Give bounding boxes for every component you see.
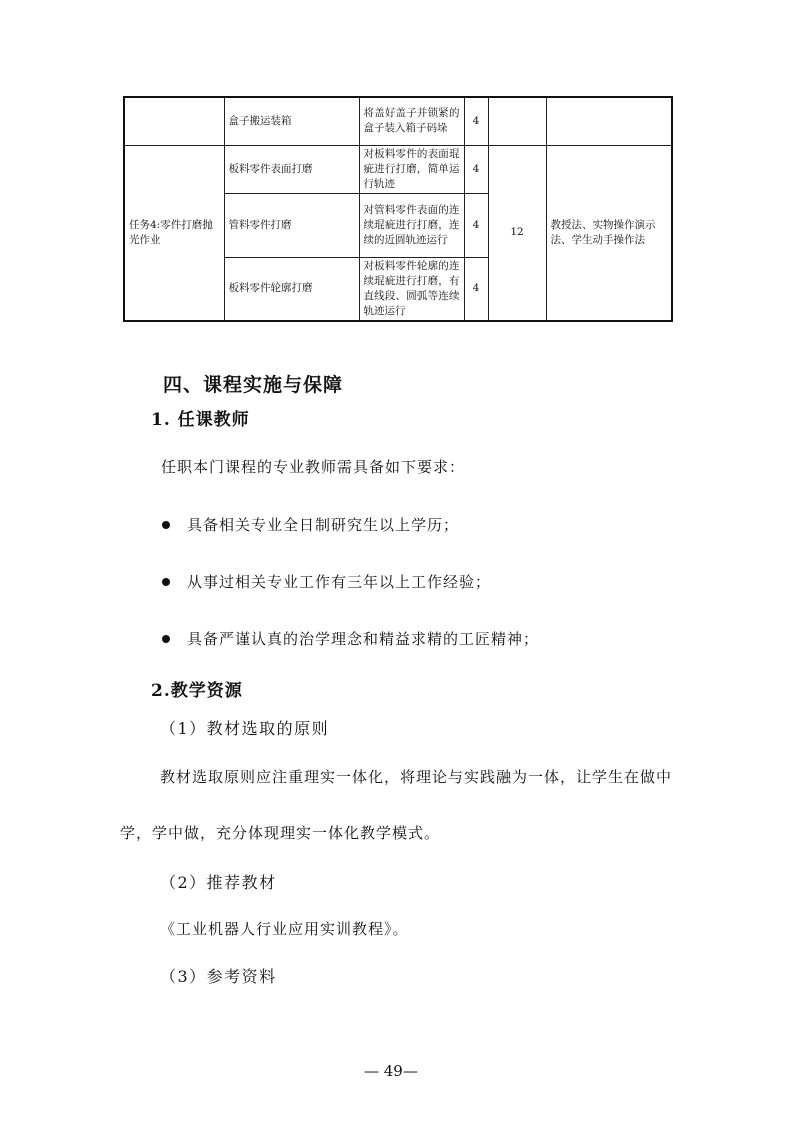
hours-cell: 4 [464, 193, 488, 257]
course-task-table [123, 96, 673, 322]
paragraph-line: 学，学中做，充分体现理实一体化教学模式。 [120, 824, 441, 842]
hours-cell: 4 [464, 145, 488, 193]
table-row [124, 145, 672, 193]
total-hours-cell [488, 97, 546, 145]
bullet-text: 具备严谨认真的治学理念和精益求精的工匠精神； [187, 630, 540, 648]
item-cell: 板料零件表面打磨 [224, 145, 359, 193]
hours-cell: 4 [464, 257, 488, 321]
desc-cell: 将盖好盖子并锁紧的盒子装入箱子码垛 [359, 97, 464, 145]
bullet-icon [162, 521, 170, 529]
page-number: — 49— [364, 1062, 418, 1080]
task-cell [124, 97, 224, 145]
item-heading: （1）教材选取的原则 [160, 719, 330, 738]
paragraph-line: 教材选取原则应注重理实一体化，将理论与实践融为一体，让学生在做中 [160, 768, 673, 786]
desc-cell: 对板料零件轮廓的连续琨疵进行打磨，有直线段、圆弧等连续轨迹运行 [359, 257, 464, 321]
desc-cell: 对管料零件表面的连续琨疵进行打磨，连续的近圆轨迹运行 [359, 193, 464, 257]
desc-cell: 对板料零件的表面琨疵进行打磨，简单运行轨迹 [359, 145, 464, 193]
total-hours-cell: 12 [488, 145, 546, 321]
methods-cell [546, 97, 672, 145]
item-cell: 盒子搬运装箱 [224, 97, 359, 145]
list-item [162, 514, 459, 535]
task-name-cell: 任务4:零件打磨抛光作业 [124, 145, 224, 321]
teacher-intro: 任职本门课程的专业教师需具备如下要求： [161, 458, 466, 476]
textbook-title: 《工业机器人行业应用实训教程》。 [160, 920, 409, 938]
item-heading: （2）推荐教材 [160, 873, 277, 892]
item-heading: （3）参考资料 [160, 967, 277, 986]
bullet-text: 从事过相关专业工作有三年以上工作经验； [187, 573, 492, 591]
hours-cell: 4 [464, 97, 488, 145]
bullet-text: 具备相关专业全日制研究生以上学历； [187, 516, 460, 534]
item-cell: 板料零件轮廓打磨 [224, 257, 359, 321]
table-row [124, 97, 672, 145]
subsection-heading-resources: 2.教学资源 [151, 681, 243, 701]
bullet-icon [162, 578, 170, 586]
list-item [162, 571, 491, 592]
bullet-icon [162, 635, 170, 643]
methods-cell: 教授法、实物操作演示法、学生动手操作法 [546, 145, 672, 321]
section-heading: 四、课程实施与保障 [163, 374, 344, 396]
item-cell: 管料零件打磨 [224, 193, 359, 257]
list-item [162, 628, 539, 649]
subsection-heading-teachers: 1. 任课教师 [151, 410, 250, 430]
